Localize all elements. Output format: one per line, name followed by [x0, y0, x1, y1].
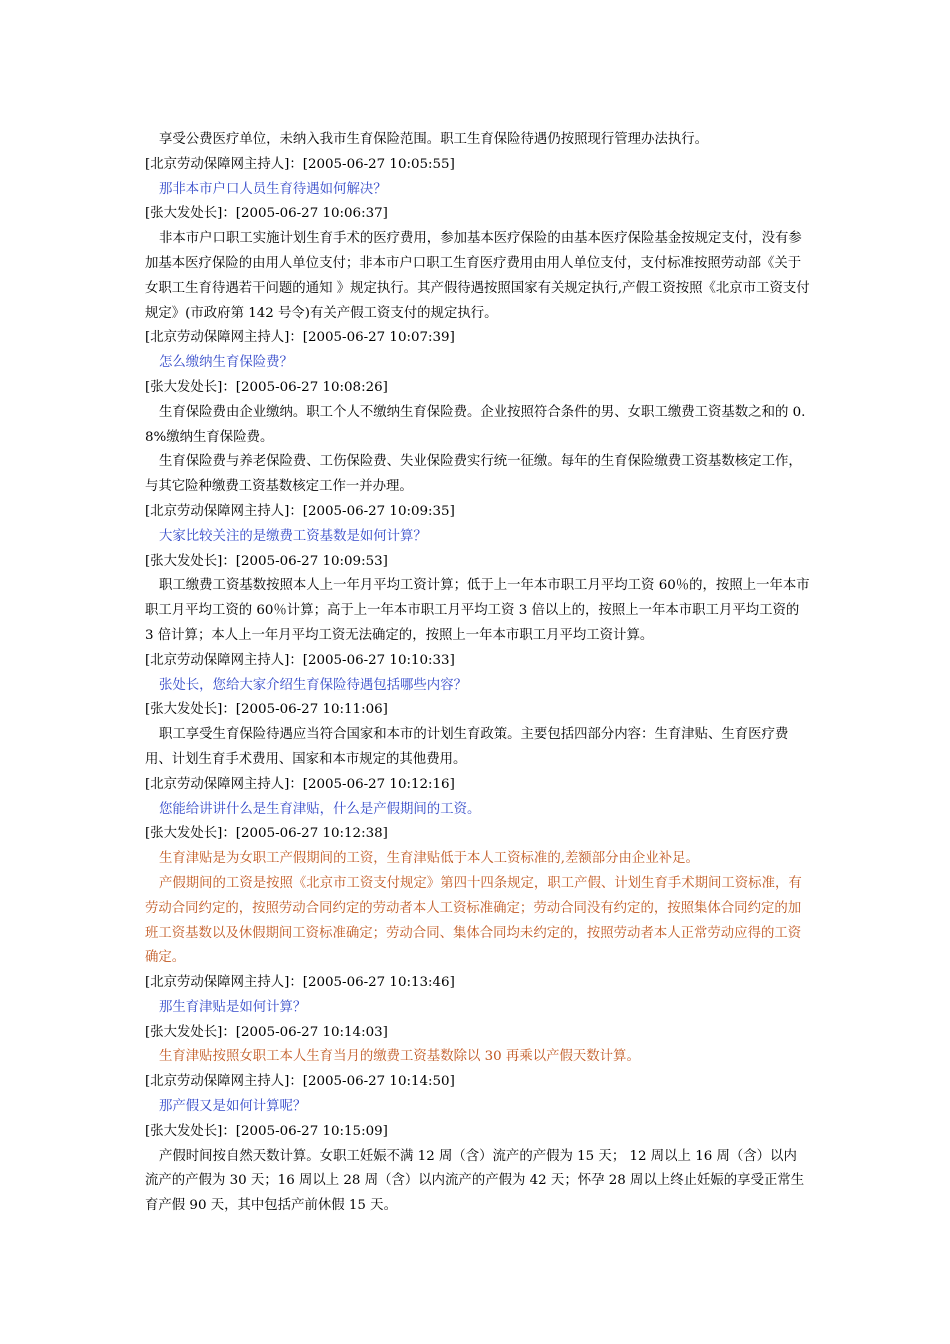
host-question: 张处长，您给大家介绍生育保险待遇包括哪些内容？: [159, 677, 467, 693]
speaker-timestamp: [北京劳动保障网主持人]：[2005-06-27 10:13:46]: [145, 975, 455, 991]
answer-paragraph: 生育津贴按照女职工本人生育当月的缴费工资基数除以 30 再乘以产假天数计算。: [159, 1049, 640, 1065]
host-question: 那生育津贴是如何计算？: [159, 999, 307, 1015]
speaker-timestamp: [张大发处长]：[2005-06-27 10:06:37]: [145, 206, 388, 222]
answer-paragraph: 产假时间按自然天数计算。女职工妊娠不满 12 周（含）流产的产假为 15 天； 12 周以上 16 周（含）以内流产的产假为 30 天；16 周以上 28 周（含）以内流产的产假为 42 天；怀孕 28 周以上终止妊娠的享受正常生育产假 90 天，其中包括产前休假 15 天。: [145, 1148, 805, 1214]
speaker-timestamp: [张大发处长]：[2005-06-27 10:14:03]: [145, 1024, 388, 1040]
answer-paragraph: 职工享受生育保险待遇应当符合国家和本市的计划生育政策。主要包括四部分内容：生育津贴、生育医疗费用、计划生育手术费用、国家和本市规定的其他费用。: [145, 727, 789, 767]
speaker-timestamp: [北京劳动保障网主持人]：[2005-06-27 10:10:33]: [145, 652, 455, 668]
speaker-timestamp: [张大发处长]：[2005-06-27 10:12:38]: [145, 826, 388, 842]
answer-paragraph: 产假期间的工资是按照《北京市工资支付规定》第四十四条规定，职工产假、计划生育手术期间工资标准，有劳动合同约定的，按照劳动合同约定的劳动者本人工资标准确定；劳动合同没有约定的，按照集体合同约定的加班工资基数以及休假期间工资标准确定；劳动合同、集体合同均未约定的，按照劳动者本人正常劳动应得的工资确定。: [145, 875, 802, 966]
speaker-timestamp: [北京劳动保障网主持人]：[2005-06-27 10:05:55]: [145, 156, 455, 172]
host-question: 您能给讲讲什么是生育津贴，什么是产假期间的工资。: [159, 801, 481, 817]
host-question: 大家比较关注的是缴费工资基数是如何计算？: [159, 528, 427, 544]
answer-paragraph: 生育保险费与养老保险费、工伤保险费、失业保险费实行统一征缴。每年的生育保险缴费工资基数核定工作，与其它险种缴费工资基数核定工作一并办理。: [145, 454, 802, 495]
speaker-timestamp: [张大发处长]：[2005-06-27 10:11:06]: [145, 702, 388, 718]
interview-transcript: [145, 128, 810, 1219]
answer-paragraph: 生育保险费由企业缴纳。职工个人不缴纳生育保险费。企业按照符合条件的男、女职工缴费工资基数之和的 0.8%缴纳生育保险费。: [145, 404, 806, 445]
speaker-timestamp: [张大发处长]：[2005-06-27 10:15:09]: [145, 1123, 388, 1139]
host-question: 那非本市户口人员生育待遇如何解决？: [159, 181, 387, 197]
speaker-timestamp: [北京劳动保障网主持人]：[2005-06-27 10:12:16]: [145, 776, 455, 792]
answer-paragraph: 职工缴费工资基数按照本人上一年月平均工资计算；低于上一年本市职工月平均工资 60％的，按照上一年本市职工月平均工资的 60％计算；高于上一年本市职工月平均工资 3 倍以上的，按照上一年本市职工月平均工资的 3 倍计算；本人上一年月平均工资无法确定的，按照上一年本市职工月平均工资计算。: [145, 578, 810, 643]
speaker-timestamp: [北京劳动保障网主持人]：[2005-06-27 10:14:50]: [145, 1074, 455, 1090]
host-question: 怎么缴纳生育保险费？: [159, 355, 293, 371]
answer-paragraph: 生育津贴是为女职工产假期间的工资，生育津贴低于本人工资标准的,差额部分由企业补足。: [159, 851, 699, 867]
speaker-timestamp: [北京劳动保障网主持人]：[2005-06-27 10:07:39]: [145, 330, 455, 346]
host-question: 那产假又是如何计算呢？: [159, 1099, 307, 1115]
answer-paragraph: 非本市户口职工实施计划生育手术的医疗费用，参加基本医疗保险的由基本医疗保险基金按规定支付，没有参加基本医疗保险的由用人单位支付；非本市户口职工生育医疗费用由用人单位支付，支付标准按照劳动部《关于女职工生育待遇若干问题的通知 》规定执行。其产假待遇按照国家有关规定执行,产假工资按照《北京市工资支付规定》(市政府第 142 号令)有关产假工资支付的规定执行。: [145, 231, 810, 321]
answer-paragraph: 享受公费医疗单位，未纳入我市生育保险范围。职工生育保险待遇仍按照现行管理办法执行。: [159, 132, 709, 147]
speaker-timestamp: [张大发处长]：[2005-06-27 10:08:26]: [145, 379, 388, 395]
speaker-timestamp: [张大发处长]：[2005-06-27 10:09:53]: [145, 553, 388, 569]
speaker-timestamp: [北京劳动保障网主持人]：[2005-06-27 10:09:35]: [145, 503, 455, 519]
